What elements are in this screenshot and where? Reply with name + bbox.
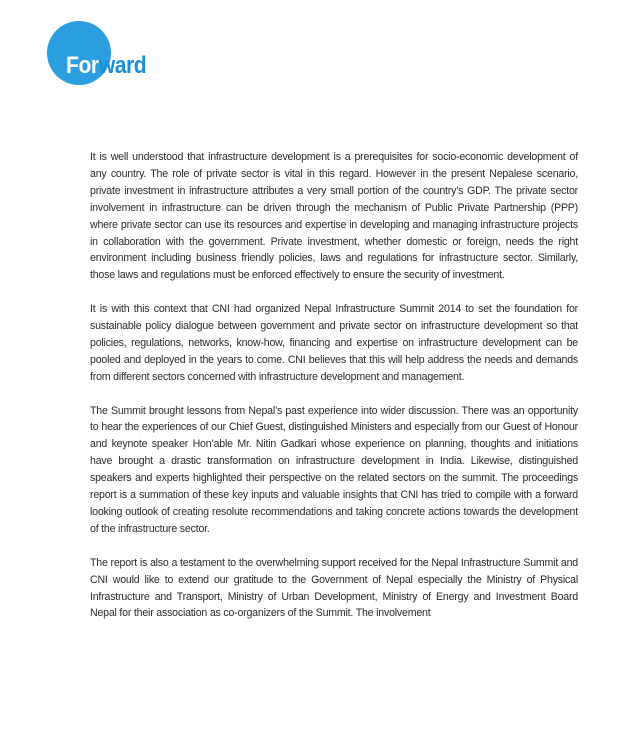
body-text xyxy=(90,149,578,639)
paragraph-2: It is with this context that CNI had organized Nepal Infrastructure Summit 2014 to set the foundation for sustainable policy dialogue between government and private sector on infrastructure development so that policies, regulations, networks, know-how, financing and expertise on infrastructure development can be pooled and deployed in the years to come. CNI believes that this will help address the needs and demands from different sectors concerned with infrastructure development and management. xyxy=(90,303,578,383)
heading-block xyxy=(0,0,641,110)
paragraph-4: The report is also a testament to the overwhelming support received for the Nepal Infrastructure Summit and CNI would like to extend our gratitude to the Government of Nepal especially the Ministry of Physical Infrastructure and Transport, Ministry of Urban Development, Ministry of Energy and Investment Board Nepal for their association as co-organizers of the Summit. The involvement xyxy=(90,556,578,620)
paragraph-1: It is well understood that infrastructure development is a prerequisites for socio-economic development of any country. The role of private sector is vital in this regard. However in the present Nepalese scenario, private investment in infrastructure attributes a very small portion of the country’s GDP. The private sector involvement in infrastructure can be driven through the mechanism of Public Private Partnership (PPP) where private sector can use its resources and expertise in developing and managing infrastructure projects in collaboration with the government. Private investment, whether domestic or foreign, needs the right environment including business friendly policies, laws and regulations for infrastructure sector. Similarly, those laws and regulations must be enforced effectively to ensure the security of investment. xyxy=(90,151,578,282)
heading-part-white: For xyxy=(66,52,99,79)
page-heading xyxy=(66,51,146,81)
paragraph-3: The Summit brought lessons from Nepal’s past experience into wider discussion. There was an opportunity to hear the experiences of our Chief Guest, distinguished Ministers and especially from our Guest of Honour and keynote speaker Hon’able Mr. Nitin Gadkari whose experience on planning, thoughts and initiations have brought a drastic transformation on infrastructure development in India. Likewise, distinguished speakers and experts highlighted their perspective on the related sectors on the summit. The proceedings report is a summation of these key inputs and valuable insights that CNI has tried to compile with a forward looking outlook of creating resolute recommendations and taking concrete actions towards the development of the infrastructure sector. xyxy=(90,404,578,535)
heading-part-blue: ward xyxy=(98,52,147,79)
